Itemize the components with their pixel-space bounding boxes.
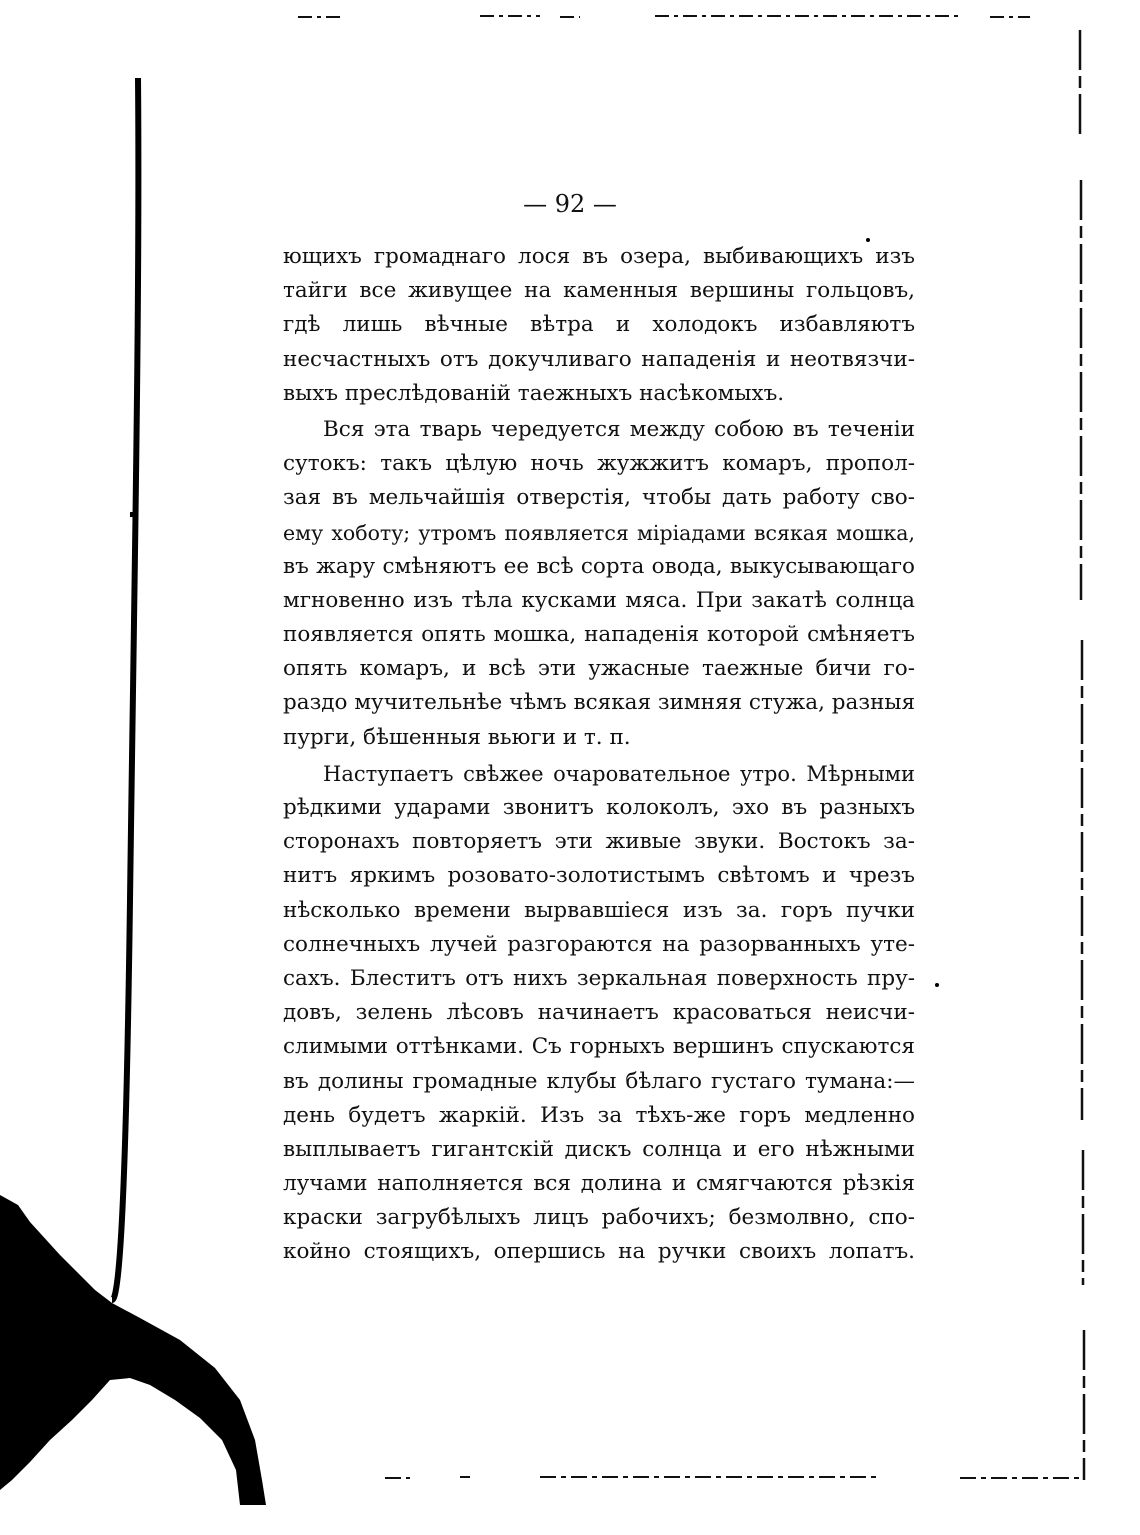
- text-line: солнечныхъ лучей разгораются на разорванныхъ уте-: [283, 931, 915, 957]
- text-line: ему хоботу; утромъ появляется міріадами всякая мошка,: [283, 520, 915, 545]
- text-line: ющихъ громаднаго лося въ озера, выбивающихъ изъ: [283, 244, 915, 269]
- ink-blot: [0, 1195, 266, 1505]
- page-number: — 92 —: [523, 190, 617, 218]
- right-edge-line: [1080, 30, 1084, 1480]
- text-line: нѣсколько времени вырвавшіеся изъ за. горъ пучки: [283, 897, 915, 923]
- text-line: несчастныхъ отъ докучливаго нападенія и неотвязчи-: [283, 346, 915, 372]
- binding-edge-line: [112, 78, 138, 1300]
- text-line: рѣдкими ударами звонитъ колоколъ, эхо въ разныхъ: [283, 795, 915, 820]
- text-line: краски загрубѣлыхъ лицъ рабочихъ; безмолвно, спо-: [283, 1205, 915, 1231]
- text-line: слимыми оттѣнками. Съ горныхъ вершинъ спускаются: [283, 1034, 915, 1060]
- text-line: сутокъ: такъ цѣлую ночь жужжитъ комаръ, пропол-: [283, 451, 915, 477]
- text-line: пурги, бѣшенныя вьюги и т. п.: [283, 724, 631, 750]
- bottom-edge-line: [385, 1477, 1085, 1478]
- top-edge-line: [298, 16, 1030, 17]
- paragraph: [283, 757, 915, 1270]
- text-line: день будетъ жаркій. Изъ за тѣхъ-же горъ медленно: [283, 1102, 915, 1128]
- speck: [130, 512, 138, 517]
- text-line: появляется опять мошка, нападенія которой смѣняетъ: [283, 622, 915, 648]
- text-line: раздо мучительнѣе чѣмъ всякая зимняя стужа, разныя: [283, 690, 916, 716]
- text-line: лучами наполняется вся долина и смягчаются рѣзкія: [283, 1171, 915, 1197]
- text-line: зая въ мельчайшія отверстія, чтобы дать работу сво-: [283, 485, 915, 511]
- text-line: опять комаръ, и всѣ эти ужасные таежные бичи го-: [283, 656, 915, 682]
- text-line: гдѣ лишь вѣчные вѣтра и холодокъ избавляютъ: [283, 312, 915, 338]
- text-line: сахъ. Блеститъ отъ нихъ зеркальная поверхность пру-: [283, 965, 915, 991]
- text-line: выхъ преслѣдованій таежныхъ насѣкомыхъ.: [283, 380, 785, 406]
- paragraph: [283, 413, 915, 755]
- paragraph: [283, 240, 915, 411]
- text-line: мгновенно изъ тѣла кусками мяса. При закатѣ солнца: [283, 587, 915, 613]
- text-line: сторонахъ повторяетъ эти живые звуки. Востокъ за-: [283, 829, 915, 855]
- body-text: [283, 240, 915, 1270]
- text-line: койно стоящихъ, опершись на ручки своихъ лопатъ.: [283, 1239, 915, 1265]
- text-line: довъ, зелень лѣсовъ начинаетъ красоваться неисчи-: [283, 1000, 915, 1026]
- text-line: въ долины громадные клубы бѣлаго густаго тумана:—: [283, 1068, 915, 1094]
- text-line: Вся эта тварь чередуется между собою въ теченіи: [323, 416, 915, 442]
- text-line: въ жару смѣняютъ ее всѣ сорта овода, выкусывающаго: [283, 553, 915, 579]
- text-line: тайги все живущее на каменныя вершины гольцовъ,: [283, 278, 915, 304]
- text-line: выплываетъ гигантскій дискъ солнца и его нѣжными: [283, 1136, 915, 1162]
- speck: [935, 983, 939, 987]
- text-line: Наступаетъ свѣжее очаровательное утро. Мѣрными: [323, 761, 915, 786]
- text-line: нитъ яркимъ розовато-золотистымъ свѣтомъ и чрезъ: [283, 863, 915, 889]
